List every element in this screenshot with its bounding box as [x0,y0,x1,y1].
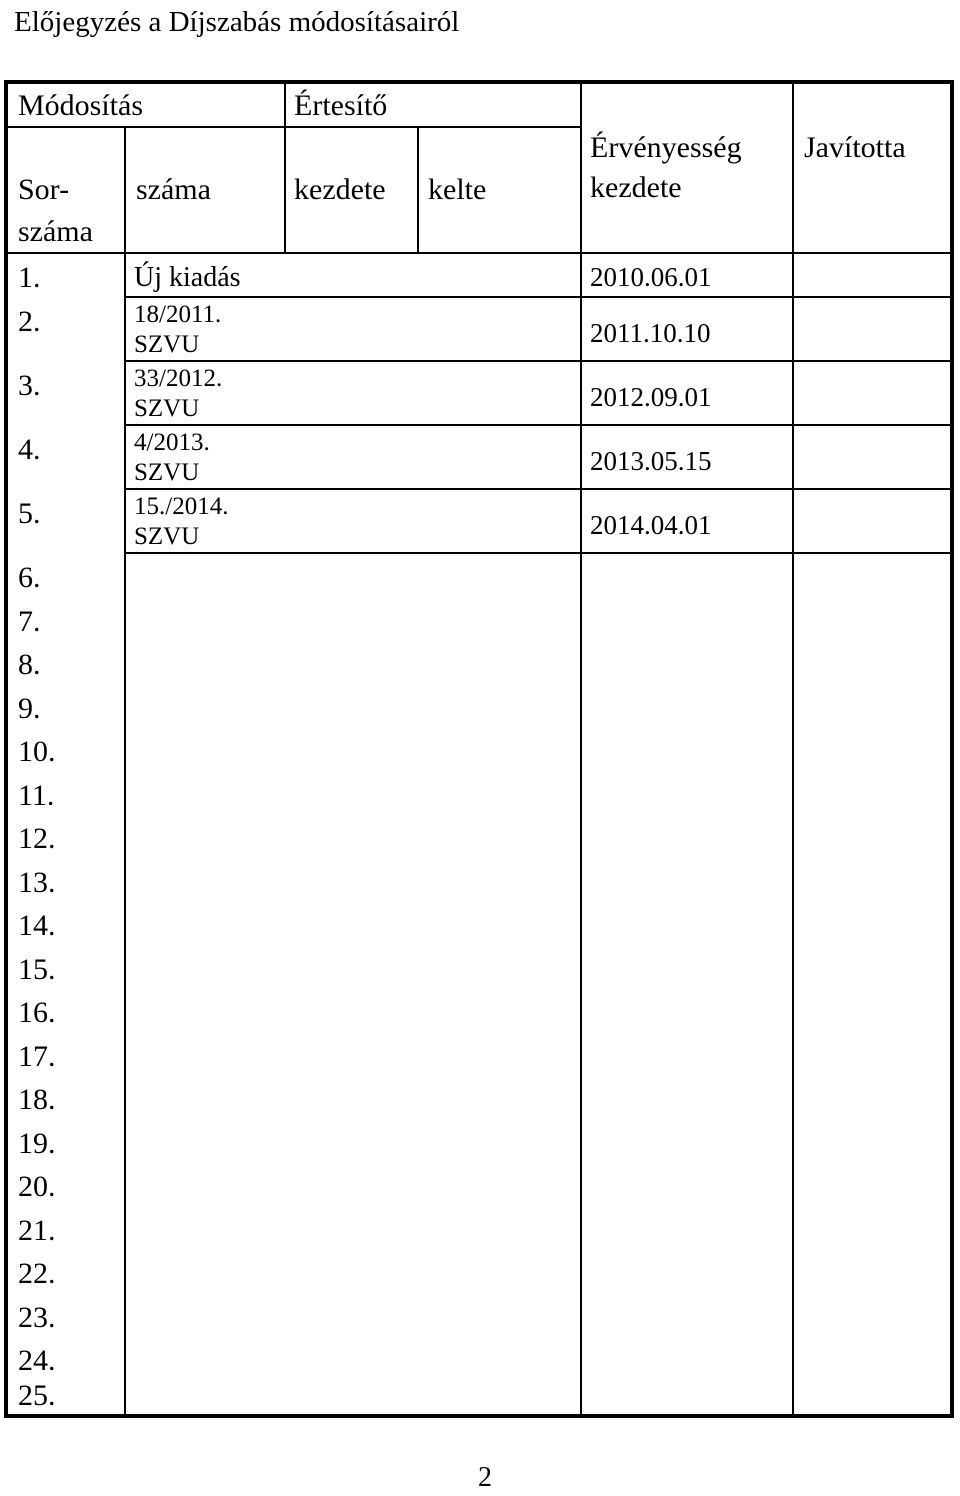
header-sorszama-line2: száma [18,215,93,248]
row-number: 19. [18,1127,56,1160]
col-divider-sorszama [124,126,126,1418]
row-line-1 [124,296,950,298]
page-title: Előjegyzés a Díjszabás módosításairól [14,6,460,38]
row-number: 14. [18,909,56,942]
row-line-3 [124,424,950,426]
row-number: 11. [18,779,55,812]
modification-number: 33/2012. [134,365,223,392]
row-number: 24. [18,1344,56,1377]
header-modositas: Módosítás [18,89,144,122]
page-number: 2 [478,1462,492,1493]
header-szama: száma [136,173,211,206]
modification-issuer: SZVU [134,523,200,550]
row-number: 13. [18,866,56,899]
modification-number: 4/2013. [134,429,210,456]
row-number: 2. [18,305,41,338]
row-number: 6. [18,561,41,594]
header-javitotta: Javította [804,131,906,164]
row-line-2 [124,360,950,362]
header-ervenyesseg-line2: kezdete [590,171,682,204]
row-number: 4. [18,433,41,466]
row-number: 22. [18,1257,56,1290]
header-bottom-line [8,252,950,254]
row-number: 3. [18,369,41,402]
row-number: 17. [18,1040,56,1073]
validity-start-date: 2013.05.15 [590,446,712,476]
validity-start-date: 2012.09.01 [590,382,712,412]
row-number: 15. [18,953,56,986]
header-kelte: kelte [428,173,487,206]
header-ertesito: Értesítő [294,89,388,122]
row-number: 5. [18,497,41,530]
modification-issuer: SZVU [134,331,200,358]
row-number: 9. [18,692,41,725]
modification-issuer: SZVU [134,395,200,422]
row-line-4 [124,488,950,490]
modification-table [4,80,954,1418]
col-divider-ertesito [417,126,419,254]
row-number: 16. [18,996,56,1029]
validity-start-date: 2011.10.10 [590,318,711,348]
modification-number: 15./2014. [134,493,229,520]
row-number: 12. [18,822,56,855]
validity-start-date: 2014.04.01 [590,510,712,540]
header-sorszama-line1: Sor- [18,173,70,206]
row-number: 21. [18,1214,56,1247]
row-number: 8. [18,648,41,681]
row-number: 25. [18,1379,56,1412]
col-divider-javitotta [792,84,794,1418]
row-number: 23. [18,1301,56,1334]
row-number: 18. [18,1083,56,1116]
modification-number: Új kiadás [134,262,241,293]
modification-issuer: SZVU [134,459,200,486]
modification-number: 18/2011. [134,301,222,328]
header-subdivider [8,126,580,128]
header-kezdete: kezdete [294,173,386,206]
row-number: 7. [18,605,41,638]
col-divider-modositas [284,84,286,254]
row-number: 20. [18,1170,56,1203]
row-number: 1. [18,261,41,294]
col-divider-ervenyesseg [580,84,582,1418]
header-ervenyesseg-line1: Érvényesség [590,131,742,164]
row-line-5 [124,552,950,554]
row-number: 10. [18,735,56,768]
validity-start-date: 2010.06.01 [590,262,712,292]
